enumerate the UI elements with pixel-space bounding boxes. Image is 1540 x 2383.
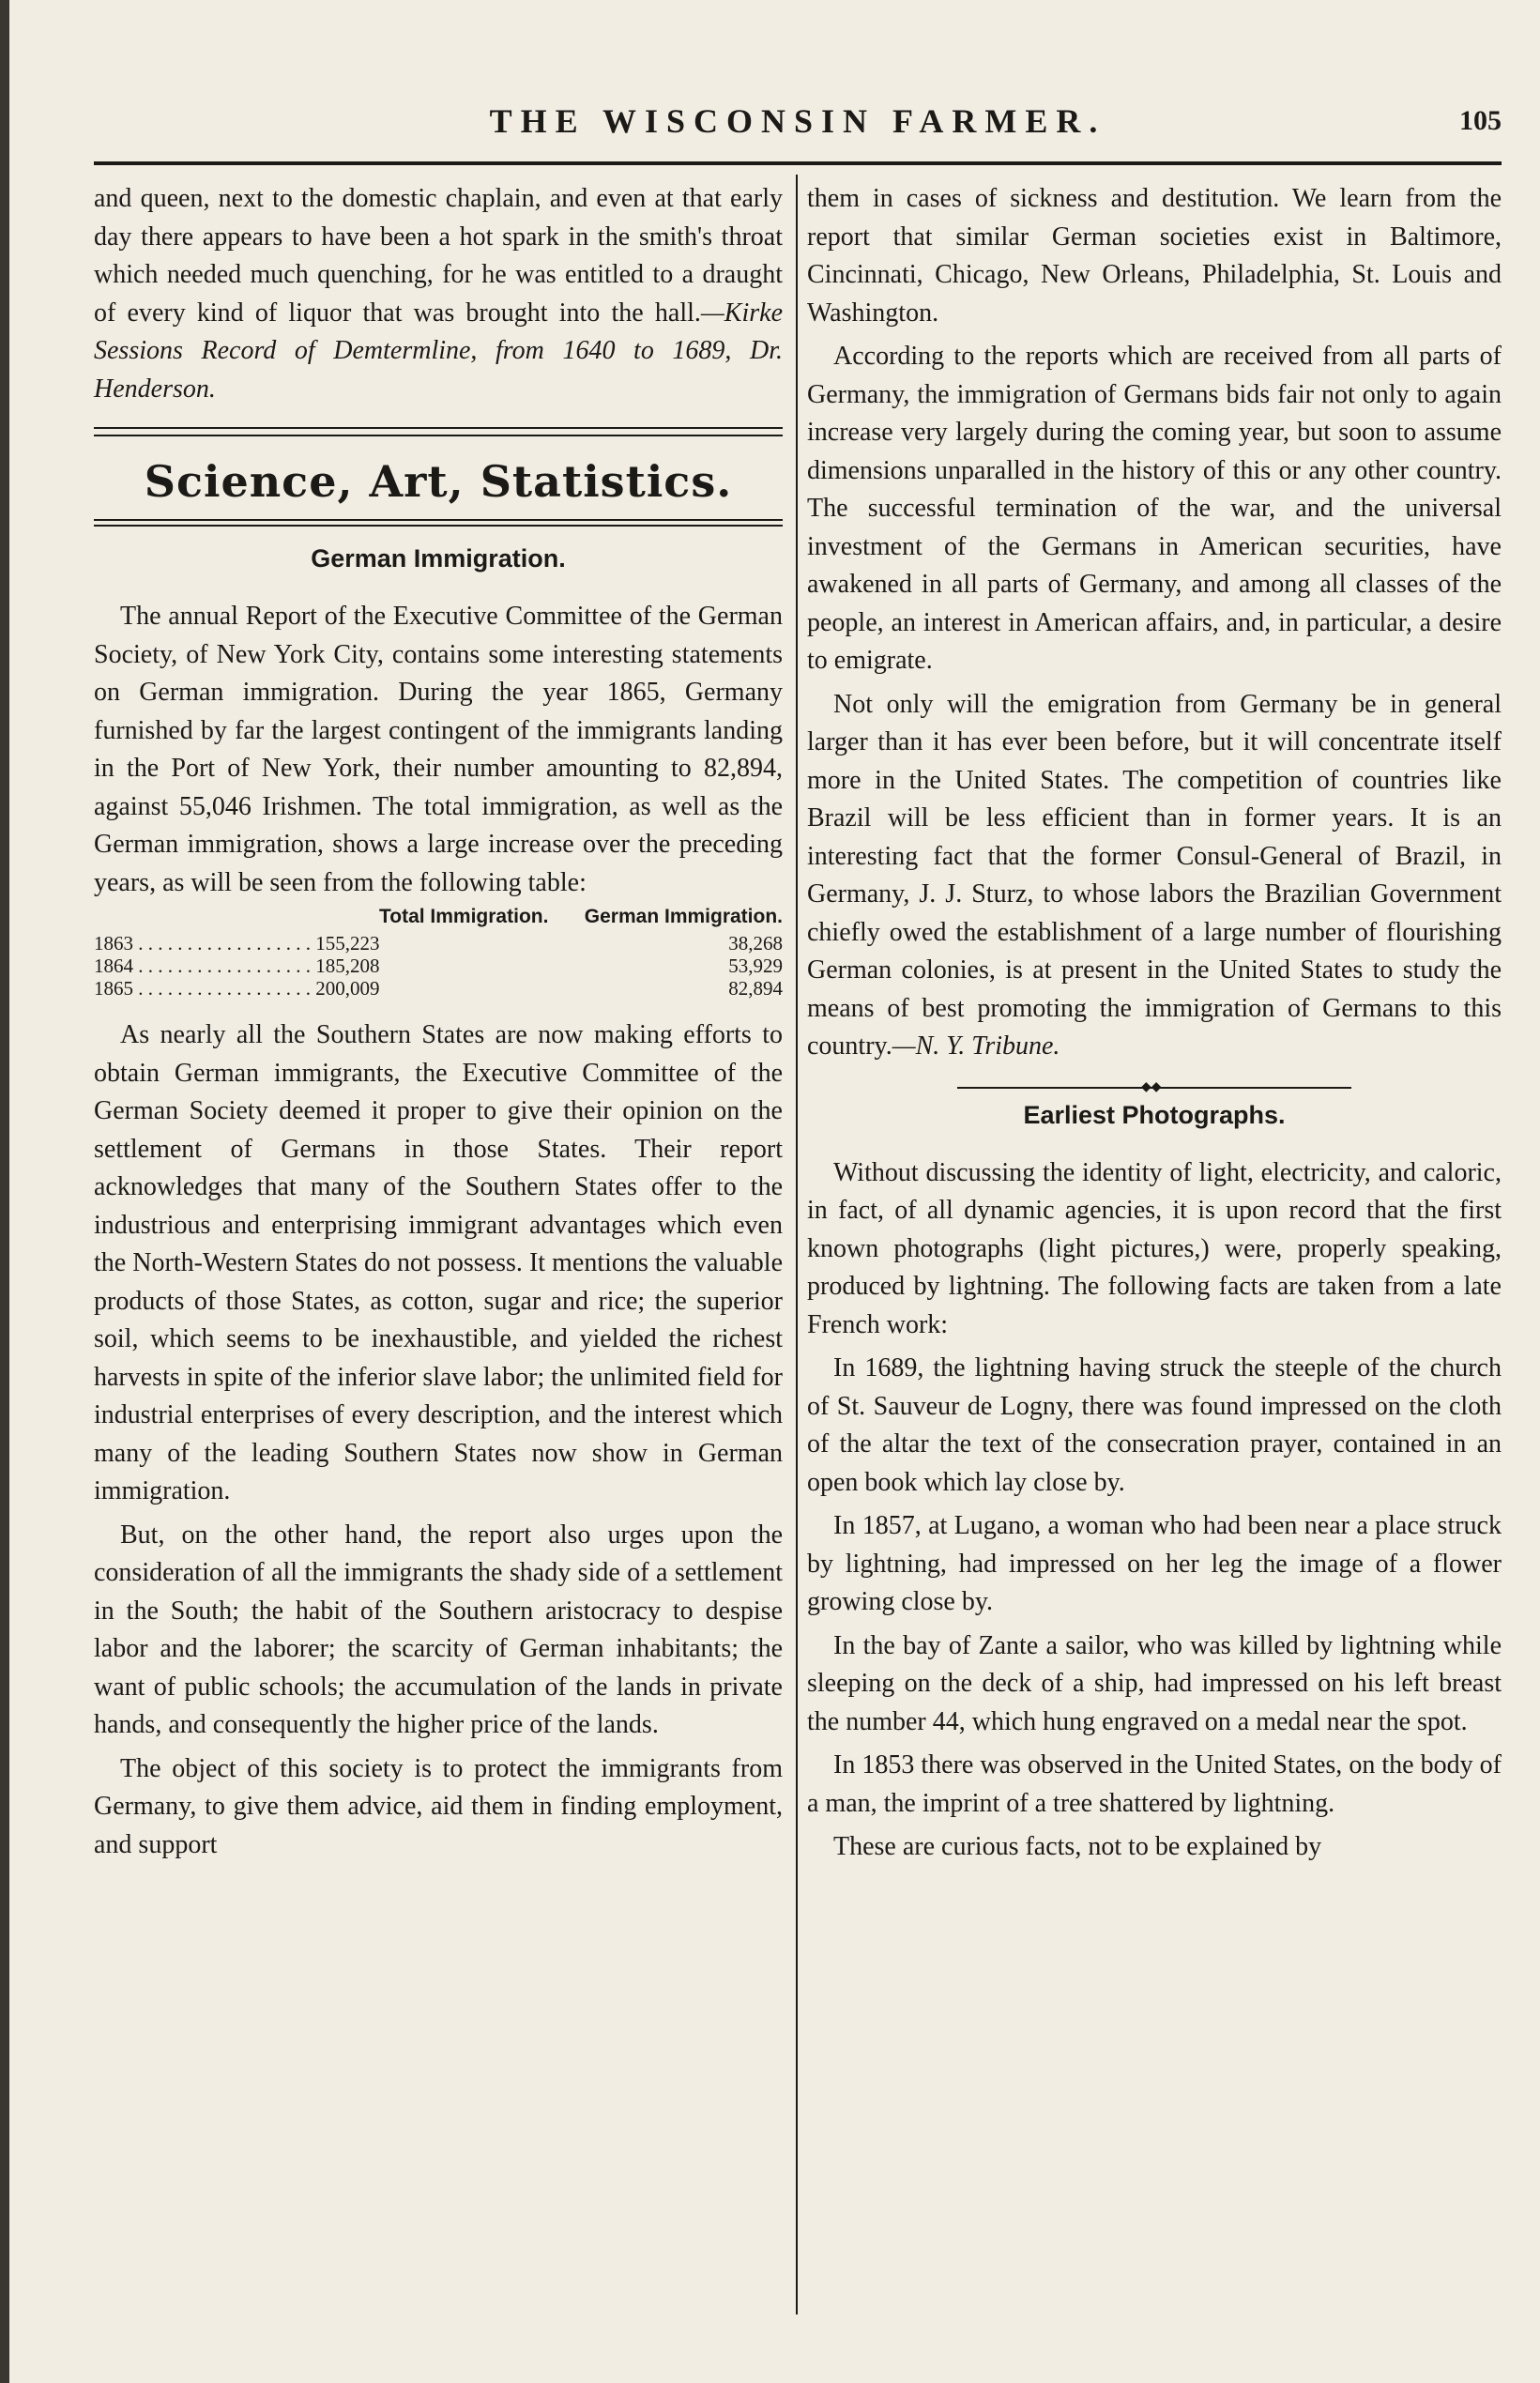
table-year: 1865 xyxy=(94,977,133,1000)
article-paragraph: As nearly all the Southern States are now making efforts to obtain German immigrants, the Executive Committee of the German Society deemed it proper to give their opinion on the settlement of Germans in those States. Their report acknowledges that many of the Southern States offer to the industrious and enterprising immigrant advantages which even the North-Western States do not possess. It mentions the valuable products of those States, as cotton, sugar and rice; the superior soil, which seems to be inexhaustible, and yielded the richest harvests in spite of the inferior slave labor; the unlimited field for industrial enterprises of every description, and the interest which many of the leading Southern States now show in German immigration. xyxy=(94,1020,783,1505)
article-paragraph: But, on the other hand, the report also urges upon the consideration of all the immigrants the shady side of a settlement in the South; the habit of the Southern aristocracy to despise labor and the laborer; the scarcity of German inhabitants; the want of public schools; the accumulation of the lands in private hands, and consequently the higher price of the lands. xyxy=(94,1520,783,1739)
table-year: 1863 xyxy=(94,932,133,955)
table-cell-total xyxy=(94,977,548,1000)
article-text: Not only will the emigration from Germany be in general larger than it has ever been before, but it will concentrate itself more in the United States. The competition of countries like Brazil will be less efficient than in former years. It is an interesting fact that the former Consul-General of Brazil, in Germany, J. J. Sturz, to whose labors the Brazilian Government chiefly owed the establishment of a large number of flourishing German colonies, is at present in the United States to study the means of best promoting the immigration of Germans to this country. xyxy=(807,689,1502,1061)
article-paragraph: them in cases of sickness and destitution. We learn from the report that similar German societies exist in Baltimore, Cincinnati, Chicago, New Orleans, Philadelphia, St. Louis and Washington. xyxy=(807,184,1502,328)
table-german: 53,929 xyxy=(728,955,783,977)
article-paragraph: In 1689, the lightning having struck the steeple of the church of St. Sauveur de Logny, there was found impressed on the cloth of the altar the text of the consecration prayer, contained in an open book which lay close by. xyxy=(807,1353,1502,1497)
section-heading: Science, Art, Statistics. xyxy=(144,456,733,507)
table-year: 1864 xyxy=(94,955,133,977)
article-source: —N. Y. Tribune. xyxy=(892,1031,1060,1061)
header-rule xyxy=(94,161,1502,165)
table-total: 185,208 xyxy=(315,955,380,977)
article-paragraph: These are curious facts, not to be explained by xyxy=(833,1832,1322,1861)
page-header xyxy=(94,101,1502,148)
table-german: 82,894 xyxy=(728,977,783,1000)
column-divider xyxy=(796,175,798,2314)
leader-dots: . . . . . . . . . . . . . . . . . . xyxy=(133,932,316,955)
article-paragraph: In 1857, at Lugano, a woman who had been near a place struck by lightning, had impressed on her leg the image of a flower growing close by. xyxy=(807,1511,1502,1616)
immigration-table xyxy=(94,906,783,1000)
article-paragraph: The annual Report of the Executive Committee of the German Society, of New York City, contains some interesting statements on German immigration. During the year 1865, Germany furnished by far the largest contingent of the immigrants landing in the Port of New York, their number amounting to 82,894, against 55,046 Irishmen. The total immigration, as well as the German immigration, shows a large increase over the preceding years, as will be seen from the following table: xyxy=(94,602,783,897)
article-paragraph: In the bay of Zante a sailor, who was killed by lightning while sleeping on the deck of a ship, had impressed on his left breast the number 44, which hung engraved on a medal near the spot. xyxy=(807,1630,1502,1736)
left-column xyxy=(94,180,783,1864)
article-paragraph: The object of this society is to protect the immigrants from Germany, to give them advice, aid them in finding employment, and support xyxy=(94,1753,783,1859)
intro-paragraph xyxy=(94,180,783,408)
right-column xyxy=(807,180,1502,1867)
page-edge xyxy=(0,0,9,2383)
article-separator xyxy=(957,1079,1351,1094)
leader-dots: . . . . . . . . . . . . . . . . . . xyxy=(133,955,316,977)
section-rule-top xyxy=(94,427,783,436)
intro-citation: —Kirke Sessions Record of Demtermline, from 1640 to 1689, Dr. Henderson. xyxy=(94,298,783,404)
article-paragraph xyxy=(807,686,1502,1066)
article-paragraph: Without discussing the identity of light, electricity, and caloric, in fact, of all dynamic agencies, it is upon record that the first known photographs (light pictures,) were, properly speaking, produced by lightning. The following facts are taken from a late French work: xyxy=(807,1157,1502,1339)
article-paragraph: According to the reports which are received from all parts of Germany, the immigration of Germans bids fair not only to again increase very largely during the coming year, but soon to assume dimensions unparalled in the history of this or any other country. The successful termination of the war, and the universal investment of the Germans in American securities, have awakened in all parts of Germany, and among all classes of the people, an interest in American affairs, and, in particular, a desire to emigrate. xyxy=(807,342,1502,675)
table-row xyxy=(94,932,783,955)
page-number: 105 xyxy=(1459,105,1502,136)
article-paragraph: In 1853 there was observed in the United States, on the body of a man, the imprint of a tree shattered by lightning. xyxy=(807,1750,1502,1818)
table-header-row xyxy=(94,906,783,932)
article-title-german-immigration: German Immigration. xyxy=(311,544,566,573)
table-row xyxy=(94,955,783,977)
article-title-earliest-photographs: Earliest Photographs. xyxy=(1023,1100,1286,1129)
section-rule-bottom xyxy=(94,519,783,527)
table-row xyxy=(94,977,783,1000)
table-german: 38,268 xyxy=(728,932,783,955)
intro-text: and queen, next to the domestic chaplain, and even at that early day there appears to have been a hot spark in the smith's throat which needed much quenching, for he was entitled to a draught of every kind of liquor that was brought into the hall. xyxy=(94,184,783,328)
table-total: 155,223 xyxy=(315,932,380,955)
table-total: 200,009 xyxy=(315,977,380,1000)
leader-dots: . . . . . . . . . . . . . . . . . . xyxy=(133,977,316,1000)
table-cell-total xyxy=(94,955,548,977)
table-cell-total xyxy=(94,932,548,955)
table-header-total: Total Immigration. xyxy=(378,906,549,927)
running-title: THE WISCONSIN FARMER. xyxy=(489,102,1106,140)
separator-ornament: ◆◆ xyxy=(1141,1079,1162,1094)
table-header-german: German Immigration. xyxy=(584,906,783,927)
